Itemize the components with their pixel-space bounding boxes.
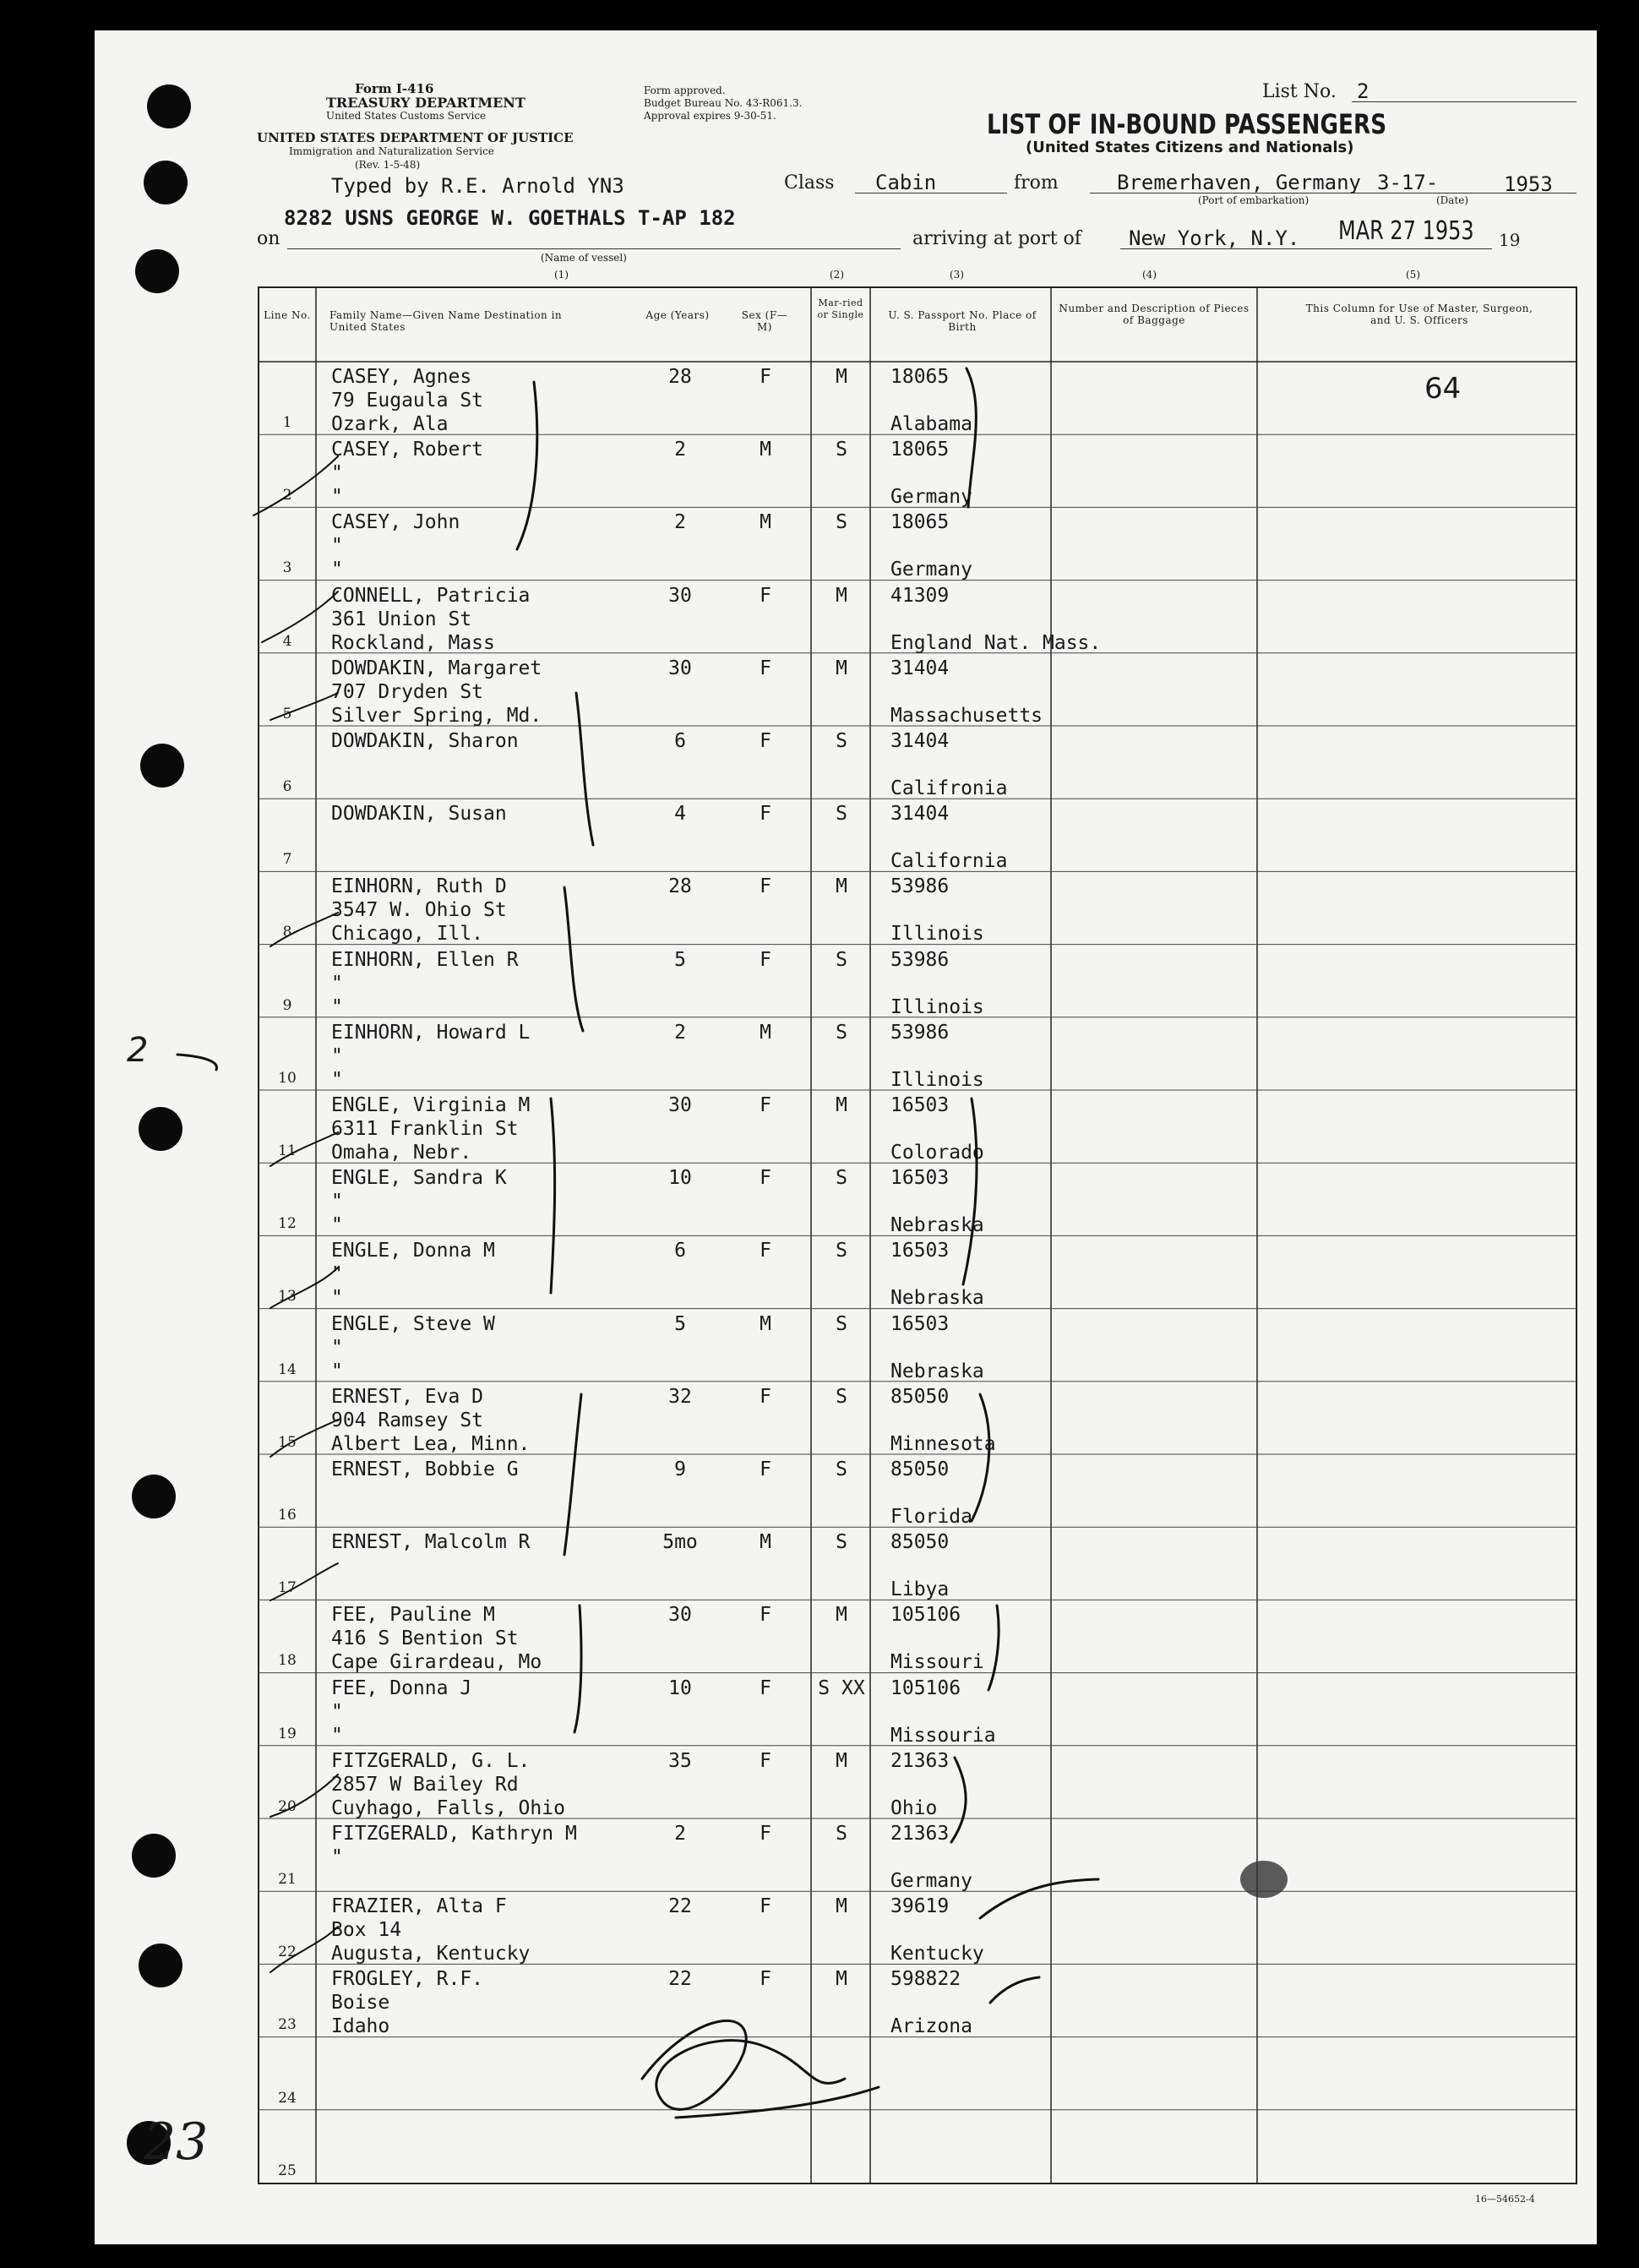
passport-number: 16503 bbox=[890, 1240, 950, 1262]
passenger-sex: F bbox=[760, 584, 771, 607]
place-of-birth: Minnesota bbox=[890, 1432, 996, 1455]
line-number: 12 bbox=[278, 1215, 297, 1233]
header-line-no: Line No. bbox=[264, 309, 311, 321]
line-number: 1 bbox=[282, 414, 292, 431]
class-value: Cabin bbox=[875, 171, 937, 194]
passenger-address-1: 416 S Bention St bbox=[331, 1627, 519, 1650]
place-of-birth: Nebraska bbox=[890, 1214, 984, 1237]
place-of-birth: Illinois bbox=[890, 1068, 984, 1091]
passenger-sex: F bbox=[760, 1385, 771, 1408]
passenger-name: DOWDAKIN, Sharon bbox=[331, 730, 519, 752]
passenger-address-1: " bbox=[331, 972, 343, 995]
passenger-sex: F bbox=[760, 730, 771, 752]
col-number-2: (2) bbox=[830, 269, 844, 281]
passenger-address-1: Box 14 bbox=[331, 1919, 402, 1942]
place-of-birth: Colorado bbox=[890, 1142, 984, 1164]
passport-number: 85050 bbox=[890, 1385, 950, 1408]
passenger-name: FROGLEY, R.F. bbox=[331, 1968, 484, 1991]
year-prefix: 19 bbox=[1499, 230, 1521, 250]
embarkation-date: 3-17- bbox=[1377, 171, 1439, 194]
passenger-age: 2 bbox=[674, 511, 686, 534]
approval-note-1: Form approved. bbox=[644, 85, 726, 96]
passenger-marital-status: M bbox=[836, 1604, 847, 1627]
place-of-birth: Germany bbox=[890, 1870, 972, 1892]
passenger-name: ENGLE, Steve W bbox=[331, 1312, 495, 1335]
passenger-age: 22 bbox=[668, 1968, 692, 1991]
passenger-sex: F bbox=[760, 366, 771, 388]
line-number: 6 bbox=[282, 778, 292, 795]
passenger-address-2: Chicago, Ill. bbox=[331, 923, 484, 946]
form-code: 16—54652-4 bbox=[1475, 2194, 1535, 2205]
passenger-address-2: Idaho bbox=[331, 2015, 390, 2038]
header-age: Age (Years) bbox=[645, 309, 710, 321]
form-subtitle: (United States Citizens and Nationals) bbox=[1026, 139, 1354, 156]
line-number: 25 bbox=[278, 2162, 297, 2179]
passenger-address-2: " bbox=[331, 1068, 343, 1091]
passenger-name: DOWDAKIN, Susan bbox=[331, 803, 507, 826]
header-married: Mar-ried or Single bbox=[817, 297, 864, 320]
passenger-sex: F bbox=[760, 1240, 771, 1262]
passenger-address-1: " bbox=[331, 1263, 343, 1286]
passenger-age: 30 bbox=[668, 1094, 692, 1116]
passenger-marital-status: M bbox=[836, 1895, 847, 1918]
passenger-address-1: 904 Ramsey St bbox=[331, 1409, 484, 1431]
passenger-name: EINHORN, Howard L bbox=[331, 1021, 531, 1044]
passenger-address-2: Omaha, Nebr. bbox=[331, 1142, 472, 1164]
passenger-age: 2 bbox=[674, 1021, 686, 1044]
arriving-label: arriving at port of bbox=[912, 228, 1081, 249]
place-of-birth: Missouria bbox=[890, 1724, 996, 1747]
officer-count-mark: 64 bbox=[1424, 372, 1462, 406]
place-of-birth: Illinois bbox=[890, 923, 984, 946]
line-number: 18 bbox=[278, 1652, 297, 1670]
class-label: Class bbox=[784, 172, 835, 194]
line-number: 22 bbox=[278, 1944, 297, 1961]
col-number-4: (4) bbox=[1142, 269, 1157, 281]
passenger-sex: F bbox=[760, 1604, 771, 1627]
line-number: 5 bbox=[282, 705, 292, 722]
passenger-age: 6 bbox=[674, 1240, 686, 1262]
place-of-birth: Missouri bbox=[890, 1651, 984, 1674]
ink-smudge bbox=[1240, 1861, 1288, 1898]
passport-number: 21363 bbox=[890, 1823, 950, 1845]
revision-date: (Rev. 1-5-48) bbox=[355, 159, 421, 171]
passenger-name: FITZGERALD, G. L. bbox=[331, 1749, 531, 1772]
line-number: 13 bbox=[278, 1288, 297, 1306]
passenger-address-1: " bbox=[331, 535, 343, 558]
header-sex: Sex (F—M) bbox=[741, 309, 788, 333]
passenger-sex: F bbox=[760, 1895, 771, 1918]
passenger-sex: M bbox=[760, 1021, 771, 1044]
passenger-name: EINHORN, Ruth D bbox=[331, 875, 507, 898]
line-number: 14 bbox=[278, 1360, 297, 1378]
header-baggage: Number and Description of Pieces of Baggage bbox=[1059, 303, 1250, 326]
passport-number: 31404 bbox=[890, 803, 950, 826]
line-number: 23 bbox=[278, 2016, 297, 2034]
vessel-caption: (Name of vessel) bbox=[541, 252, 627, 264]
passenger-address-1: " bbox=[331, 1191, 343, 1213]
passenger-address-1: 707 Dryden St bbox=[331, 680, 484, 703]
embarkation-year: 1953 bbox=[1504, 172, 1553, 196]
passenger-age: 10 bbox=[668, 1676, 692, 1699]
passenger-address-1: 2857 W Bailey Rd bbox=[331, 1773, 519, 1796]
passenger-name: ENGLE, Virginia M bbox=[331, 1094, 531, 1116]
passenger-age: 28 bbox=[668, 875, 692, 898]
place-of-birth: Ohio bbox=[890, 1796, 938, 1819]
port-caption: (Port of embarkation) bbox=[1198, 194, 1310, 206]
passenger-address-2: " bbox=[331, 1724, 343, 1747]
on-label: on bbox=[257, 228, 280, 249]
passenger-marital-status: S bbox=[836, 1458, 847, 1480]
passenger-address-2: Albert Lea, Minn. bbox=[331, 1432, 531, 1455]
passenger-age: 32 bbox=[668, 1385, 692, 1408]
header-name: Family Name—Given Name Destination in United States bbox=[329, 309, 563, 333]
passenger-name: ERNEST, Eva D bbox=[331, 1385, 484, 1408]
passport-number: 598822 bbox=[890, 1968, 961, 1991]
immigration-service: Immigration and Naturalization Service bbox=[289, 145, 494, 157]
passenger-address-1: 6311 Franklin St bbox=[331, 1118, 519, 1140]
place-of-birth: Germany bbox=[890, 486, 972, 509]
passenger-address-1: 79 Eugaula St bbox=[331, 390, 484, 412]
passenger-marital-status: M bbox=[836, 1749, 847, 1772]
passenger-age: 2 bbox=[674, 1823, 686, 1845]
from-label: from bbox=[1014, 172, 1059, 194]
place-of-birth: Nebraska bbox=[890, 1287, 984, 1310]
passenger-name: FEE, Donna J bbox=[331, 1676, 472, 1699]
passenger-marital-status: M bbox=[836, 366, 847, 388]
passenger-address-2: " bbox=[331, 1287, 343, 1310]
passenger-age: 5mo bbox=[662, 1531, 698, 1554]
header-passport: U. S. Passport No. Place of Birth bbox=[888, 309, 1037, 333]
line-number: 20 bbox=[278, 1797, 297, 1815]
passenger-address-1: 361 Union St bbox=[331, 608, 472, 630]
passenger-age: 5 bbox=[674, 948, 686, 971]
passenger-age: 30 bbox=[668, 584, 692, 607]
passport-number: 16503 bbox=[890, 1167, 950, 1190]
passport-number: 31404 bbox=[890, 657, 950, 679]
passenger-age: 4 bbox=[674, 803, 686, 826]
line-number: 8 bbox=[282, 924, 292, 941]
place-of-birth: Arizona bbox=[890, 2015, 972, 2038]
check-marks bbox=[253, 456, 338, 1972]
passenger-marital-status: S bbox=[836, 1312, 847, 1335]
date-caption: (Date) bbox=[1436, 194, 1469, 206]
passenger-sex: M bbox=[760, 1312, 771, 1335]
page-number: 23 bbox=[144, 2113, 209, 2172]
place-of-birth: California bbox=[890, 850, 1008, 873]
passenger-address-2: " bbox=[331, 1360, 343, 1382]
passenger-name: FRAZIER, Alta F bbox=[331, 1895, 507, 1918]
passenger-sex: M bbox=[760, 439, 771, 461]
passenger-name: CASEY, Agnes bbox=[331, 366, 472, 388]
passenger-marital-status: M bbox=[836, 657, 847, 679]
line-number: 9 bbox=[282, 996, 292, 1014]
passenger-sex: F bbox=[760, 948, 771, 971]
passenger-sex: M bbox=[760, 1531, 771, 1554]
passenger-name: CONNELL, Patricia bbox=[331, 584, 531, 607]
passenger-address-2: " bbox=[331, 559, 343, 581]
approval-note-2: Budget Bureau No. 43-R061.3. bbox=[644, 97, 803, 109]
passenger-marital-status: S bbox=[836, 730, 847, 752]
passenger-name: FEE, Pauline M bbox=[331, 1604, 495, 1627]
treasury-department: TREASURY DEPARTMENT bbox=[326, 95, 525, 111]
passenger-address-1: " bbox=[331, 1700, 343, 1723]
passenger-address-2: Rockland, Mass bbox=[331, 631, 495, 654]
passenger-address-1: " bbox=[331, 1336, 343, 1359]
passenger-marital-status: M bbox=[836, 1094, 847, 1116]
passport-number: 18065 bbox=[890, 511, 950, 534]
passenger-address-2: " bbox=[331, 486, 343, 509]
place-of-birth: Florida bbox=[890, 1506, 972, 1528]
passenger-marital-status: S bbox=[836, 1823, 847, 1845]
passenger-marital-status: S bbox=[836, 803, 847, 826]
line-number: 24 bbox=[278, 2089, 297, 2107]
passenger-sex: F bbox=[760, 1823, 771, 1845]
line-number: 3 bbox=[282, 559, 292, 577]
passenger-address-2: Cuyhago, Falls, Ohio bbox=[331, 1796, 565, 1819]
passenger-sex: F bbox=[760, 1676, 771, 1699]
place-of-birth: England Nat. Mass. bbox=[890, 631, 1102, 654]
arrival-date-stamp: MAR 27 1953 bbox=[1338, 216, 1474, 246]
passenger-address-1: " bbox=[331, 462, 343, 485]
passenger-name: ERNEST, Malcolm R bbox=[331, 1531, 531, 1554]
passenger-marital-status: S bbox=[836, 1240, 847, 1262]
passenger-marital-status: M bbox=[836, 1968, 847, 1991]
line-number: 15 bbox=[278, 1433, 297, 1451]
place-of-birth: Germany bbox=[890, 559, 972, 581]
passenger-name: ENGLE, Sandra K bbox=[331, 1167, 507, 1190]
margin-mark: 2 bbox=[127, 1031, 149, 1070]
passenger-sex: F bbox=[760, 1167, 771, 1190]
passport-number: 105106 bbox=[890, 1604, 961, 1627]
passenger-marital-status: S bbox=[836, 1385, 847, 1408]
passenger-marital-status: S bbox=[836, 511, 847, 534]
passenger-sex: F bbox=[760, 657, 771, 679]
line-number: 7 bbox=[282, 851, 292, 869]
passport-number: 39619 bbox=[890, 1895, 950, 1918]
passenger-name: DOWDAKIN, Margaret bbox=[331, 657, 542, 679]
place-of-birth: Illinois bbox=[890, 995, 984, 1018]
place-of-birth: Libya bbox=[890, 1578, 950, 1601]
passport-number: 41309 bbox=[890, 584, 950, 607]
place-of-birth: Califronia bbox=[890, 777, 1008, 799]
passenger-name: FITZGERALD, Kathryn M bbox=[331, 1823, 577, 1845]
passenger-sex: F bbox=[760, 1749, 771, 1772]
passenger-sex: F bbox=[760, 1094, 771, 1116]
passenger-sex: M bbox=[760, 511, 771, 534]
form-number: Form I-416 bbox=[355, 81, 434, 96]
place-of-birth: Nebraska bbox=[890, 1360, 984, 1382]
passport-number: 53986 bbox=[890, 875, 950, 898]
passenger-name: ERNEST, Bobbie G bbox=[331, 1458, 519, 1480]
passenger-name: CASEY, Robert bbox=[331, 439, 484, 461]
passenger-address-2: " bbox=[331, 995, 343, 1018]
passenger-age: 35 bbox=[668, 1749, 692, 1772]
passenger-name: EINHORN, Ellen R bbox=[331, 948, 519, 971]
line-number: 21 bbox=[278, 1871, 297, 1888]
passenger-age: 30 bbox=[668, 657, 692, 679]
passenger-address-2: Ozark, Ala bbox=[331, 413, 449, 435]
passenger-age: 30 bbox=[668, 1604, 692, 1627]
passport-number: 16503 bbox=[890, 1094, 950, 1116]
form-title: LIST OF IN-BOUND PASSENGERS bbox=[987, 108, 1387, 140]
line-number: 17 bbox=[278, 1579, 297, 1597]
justice-department: UNITED STATES DEPARTMENT OF JUSTICE bbox=[257, 130, 574, 145]
arrival-port: New York, N.Y. bbox=[1129, 226, 1300, 250]
passenger-sex: F bbox=[760, 1458, 771, 1480]
passenger-address-1: Boise bbox=[331, 1992, 390, 2014]
passport-number: 105106 bbox=[890, 1676, 961, 1699]
passport-number: 31404 bbox=[890, 730, 950, 752]
list-no-value: 2 bbox=[1357, 79, 1369, 103]
passenger-age: 10 bbox=[668, 1167, 692, 1190]
passenger-age: 2 bbox=[674, 439, 686, 461]
col-number-3: (3) bbox=[950, 269, 964, 281]
line-number: 16 bbox=[278, 1507, 297, 1524]
vessel-name: 8282 USNS GEORGE W. GOETHALS T-AP 182 bbox=[284, 206, 736, 230]
passenger-age: 9 bbox=[674, 1458, 686, 1480]
line-number: 19 bbox=[278, 1725, 297, 1742]
col-number-5: (5) bbox=[1406, 269, 1420, 281]
passport-number: 16503 bbox=[890, 1312, 950, 1335]
passenger-name: ENGLE, Donna M bbox=[331, 1240, 495, 1262]
passenger-sex: F bbox=[760, 875, 771, 898]
list-no-label: List No. bbox=[1262, 81, 1337, 102]
approval-note-3: Approval expires 9-30-51. bbox=[644, 110, 776, 122]
line-number: 4 bbox=[282, 632, 292, 650]
col-number-1: (1) bbox=[554, 269, 569, 281]
passport-number: 53986 bbox=[890, 948, 950, 971]
passenger-address-1: " bbox=[331, 1044, 343, 1067]
passenger-marital-status: S bbox=[836, 1021, 847, 1044]
passenger-marital-status: S bbox=[836, 1167, 847, 1190]
passenger-age: 5 bbox=[674, 1312, 686, 1335]
passenger-age: 28 bbox=[668, 366, 692, 388]
line-number: 10 bbox=[278, 1069, 297, 1087]
passenger-marital-status: S bbox=[836, 948, 847, 971]
passport-number: 18065 bbox=[890, 366, 950, 388]
passport-number: 21363 bbox=[890, 1749, 950, 1772]
passenger-marital-status: S bbox=[836, 439, 847, 461]
passenger-marital-status: S bbox=[836, 1531, 847, 1554]
place-of-birth: Kentucky bbox=[890, 1943, 984, 1965]
passenger-sex: F bbox=[760, 803, 771, 826]
passenger-sex: F bbox=[760, 1968, 771, 1991]
place-of-birth: Alabama bbox=[890, 413, 972, 435]
port-of-embarkation: Bremerhaven, Germany bbox=[1117, 171, 1361, 194]
header-officers: This Column for Use of Master, Surgeon, and U. S. Officers bbox=[1305, 303, 1533, 326]
passenger-marital-status: M bbox=[836, 875, 847, 898]
passenger-marital-status: S XX bbox=[818, 1676, 865, 1699]
passport-number: 85050 bbox=[890, 1458, 950, 1480]
place-of-birth: Massachusetts bbox=[890, 704, 1043, 727]
passport-number: 85050 bbox=[890, 1531, 950, 1554]
passenger-age: 6 bbox=[674, 730, 686, 752]
passenger-address-2: " bbox=[331, 1214, 343, 1237]
passenger-name: CASEY, John bbox=[331, 511, 460, 534]
passport-number: 53986 bbox=[890, 1021, 950, 1044]
passenger-address-2: Cape Girardeau, Mo bbox=[331, 1651, 542, 1674]
line-number: 2 bbox=[282, 487, 292, 504]
typed-by: Typed by R.E. Arnold YN3 bbox=[331, 174, 624, 198]
passenger-address-1: " bbox=[331, 1846, 343, 1868]
passenger-age: 22 bbox=[668, 1895, 692, 1918]
customs-service: United States Customs Service bbox=[326, 110, 487, 122]
passenger-address-2: Augusta, Kentucky bbox=[331, 1943, 531, 1965]
passenger-address-2: Silver Spring, Md. bbox=[331, 704, 542, 727]
passenger-marital-status: M bbox=[836, 584, 847, 607]
line-number: 11 bbox=[278, 1142, 297, 1159]
passenger-address-1: 3547 W. Ohio St bbox=[331, 899, 507, 922]
passport-number: 18065 bbox=[890, 439, 950, 461]
